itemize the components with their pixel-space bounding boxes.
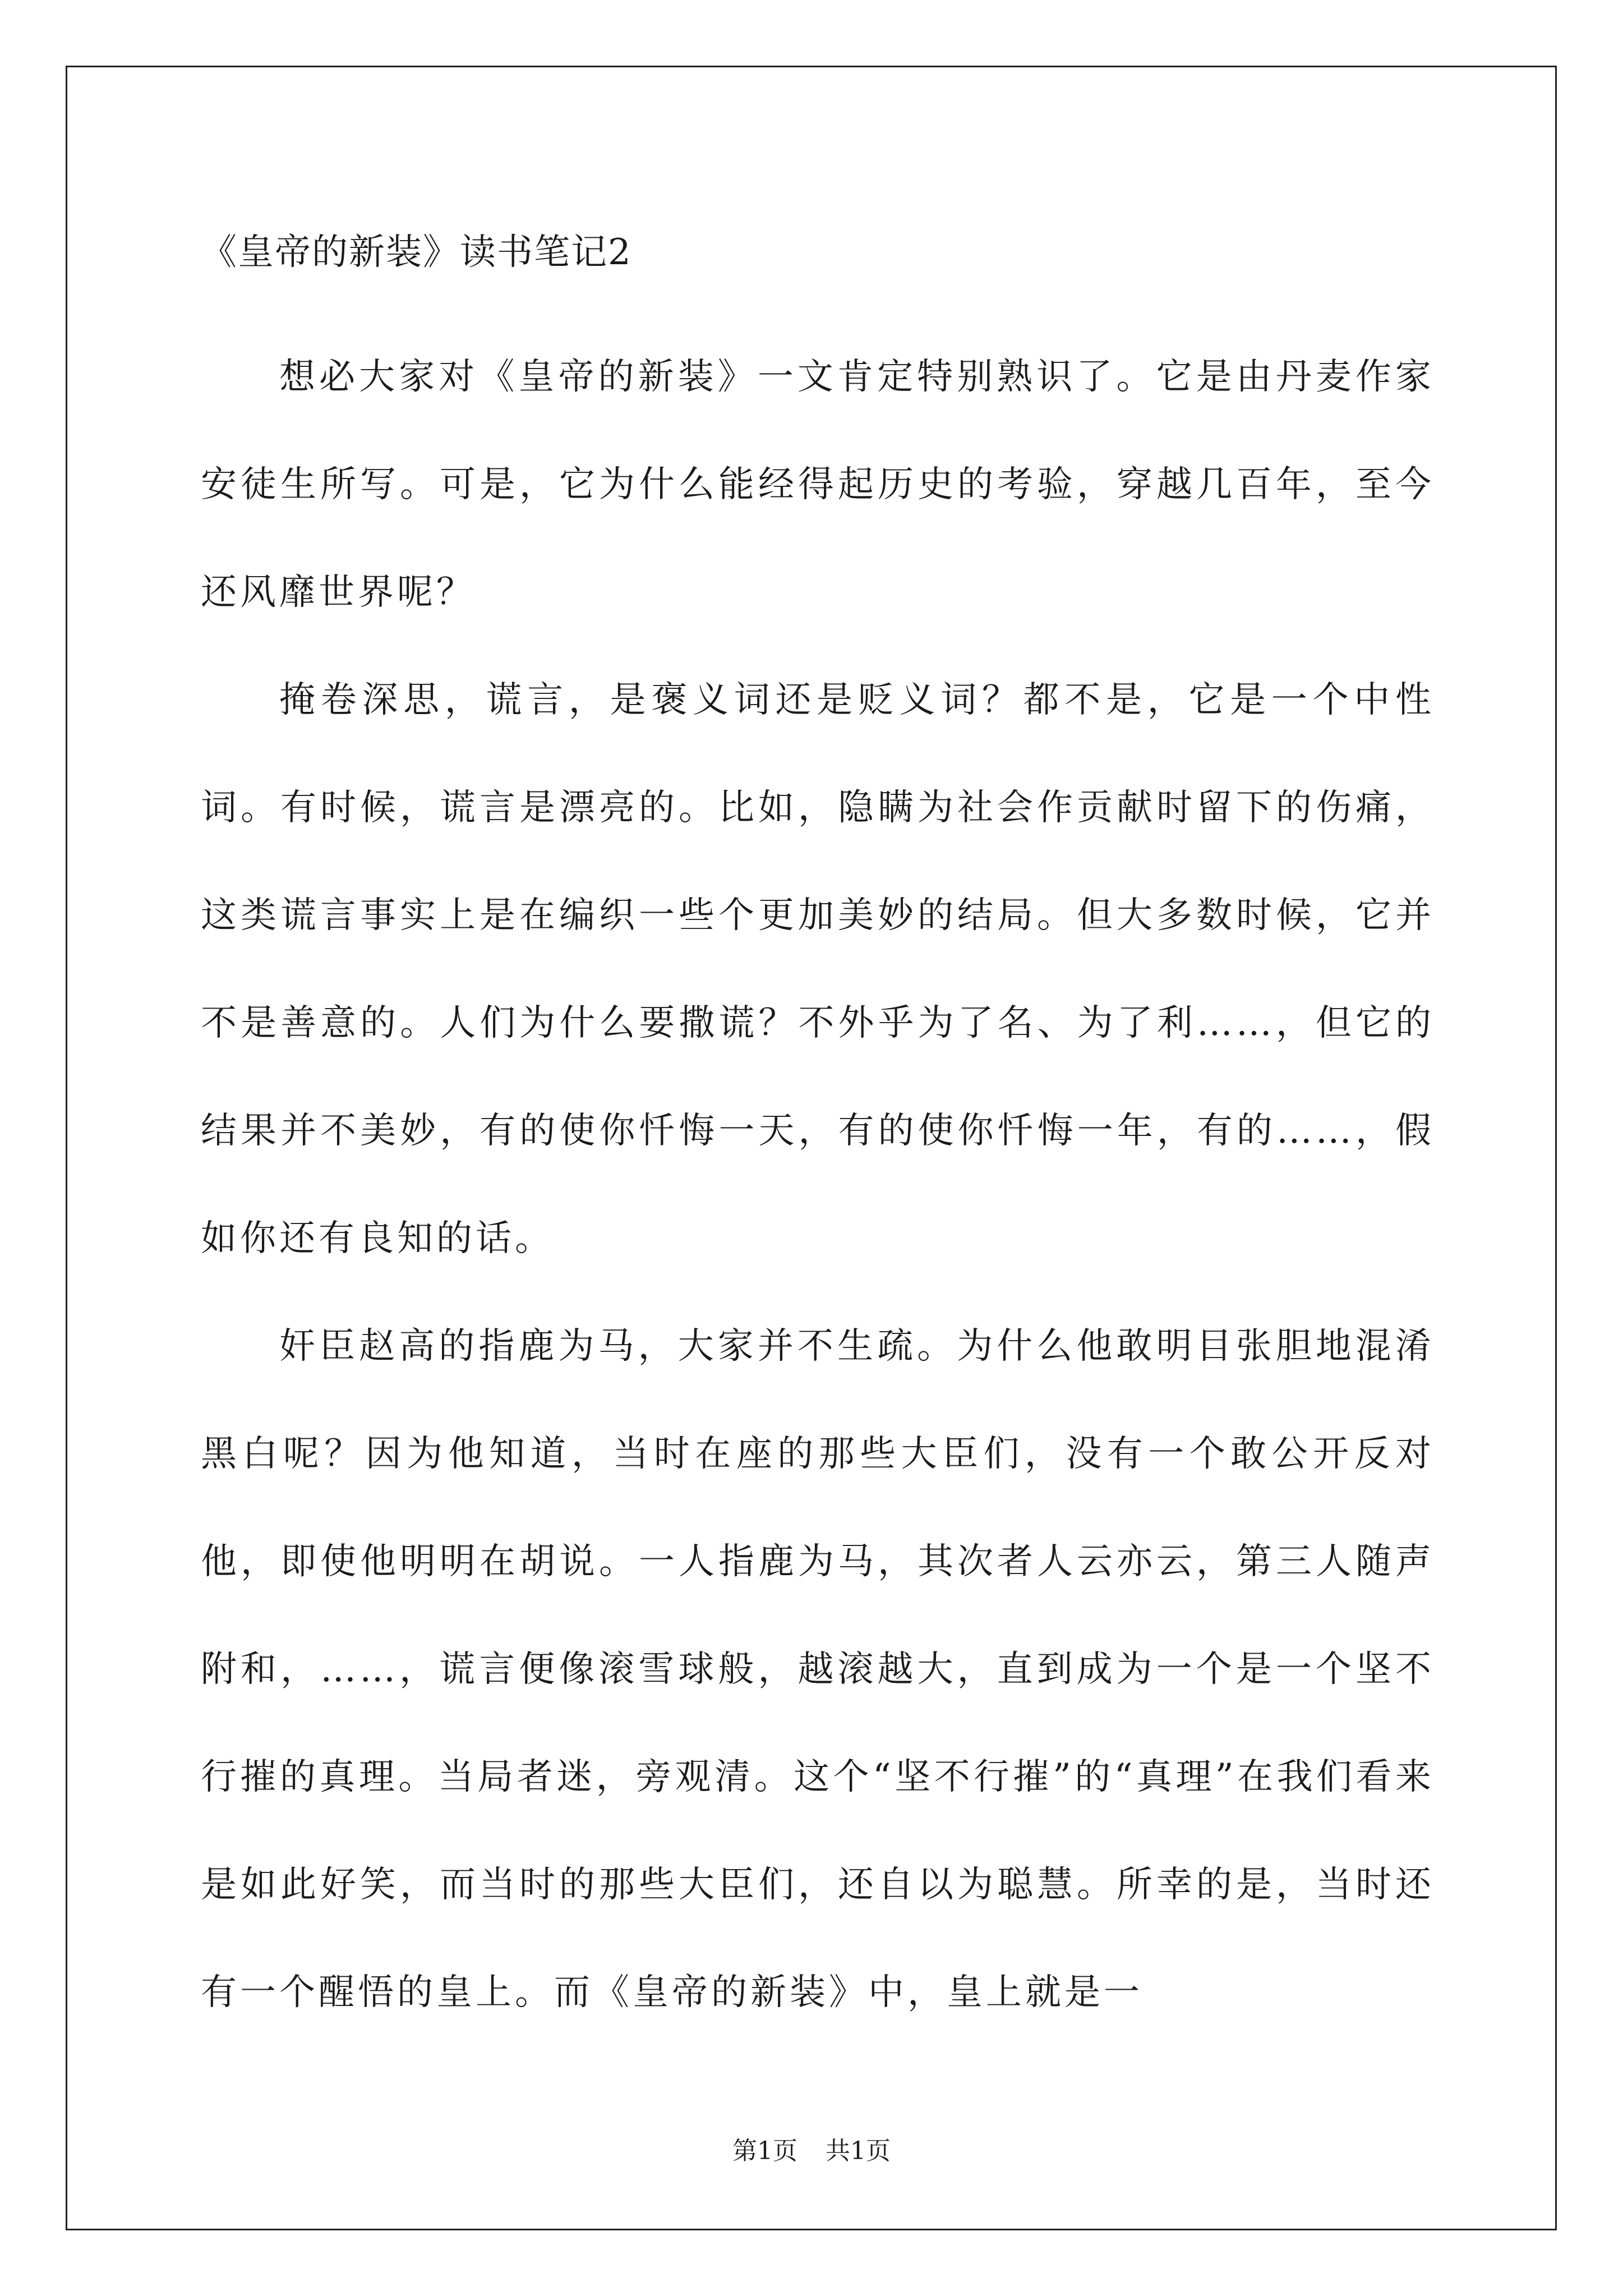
paragraph-2: 掩卷深思，谎言，是褒义词还是贬义词？都不是，它是一个中性词。有时候，谎言是漂亮的。比如，隐瞒为社会作贡献时留下的伤痛，这类谎言事实上是在编织一些个更加美妙的结局。但大多数时候，它并不是善意的。人们为什么要撒谎？不外乎为了名、为了利……，但它的结果并不美妙，有的使你忏悔一天，有的使你忏悔一年，有的……，假如你还有良知的话。 [201, 679, 1435, 1259]
page-footer [0, 2134, 1623, 2168]
page-number: 第1页 [732, 2137, 797, 2165]
page-total: 共1页 [826, 2137, 891, 2165]
document-title: 《皇帝的新装》读书笔记2 [201, 232, 632, 273]
paragraph-3: 奸臣赵高的指鹿为马，大家并不生疏。为什么他敢明目张胆地混淆黑白呢？因为他知道，当时在座的那些大臣们，没有一个敢公开反对他，即使他明明在胡说。一人指鹿为马，其次者人云亦云，第三人随声附和，……，谎言便像滚雪球般，越滚越大，直到成为一个是一个坚不行摧的真理。当局者迷，旁观清。这个“坚不行摧”的“真理”在我们看来是如此好笑，而当时的那些大臣们，还自以为聪慧。所幸的是，当时还有一个醒悟的皇上。而《皇帝的新装》中，皇上就是一 [201, 1326, 1435, 2013]
document-body [201, 224, 1435, 2046]
paragraph-1: 想必大家对《皇帝的新装》一文肯定特别熟识了。它是由丹麦作家安徒生所写。可是，它为什么能经得起历史的考验，穿越几百年，至今还风靡世界呢？ [201, 356, 1435, 613]
